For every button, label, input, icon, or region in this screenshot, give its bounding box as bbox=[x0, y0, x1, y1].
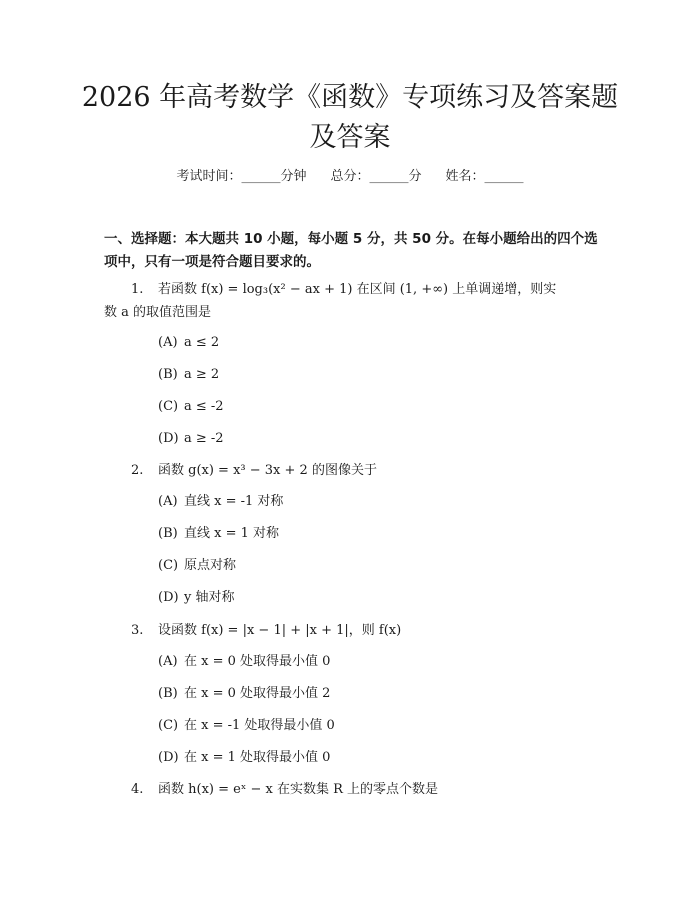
option-label: (D) bbox=[158, 431, 179, 446]
option-a bbox=[158, 492, 283, 512]
exam-name: 姓名：______ bbox=[445, 169, 524, 184]
option-text: a ≥ -2 bbox=[184, 431, 224, 446]
question-text: 函数 g(x) = x³ − 3x + 2 的图像关于 bbox=[158, 463, 377, 478]
section-heading-line-1: 一、选择题：本大题共 10 小题，每小题 5 分，共 50 分。在每小题给出的四个选 bbox=[104, 231, 598, 247]
option-text: y 轴对称 bbox=[184, 590, 235, 605]
option-text: a ≤ 2 bbox=[184, 335, 220, 350]
option-text: a ≥ 2 bbox=[184, 367, 220, 382]
option-label: (D) bbox=[158, 750, 179, 765]
option-label: (A) bbox=[158, 335, 178, 350]
option-a bbox=[158, 333, 219, 353]
option-text: 直线 x = 1 对称 bbox=[184, 526, 280, 541]
option-d bbox=[158, 429, 224, 449]
page-title bbox=[60, 78, 640, 158]
question-number: 1. bbox=[131, 282, 144, 297]
option-text: 在 x = -1 处取得最小值 0 bbox=[184, 718, 335, 733]
option-label: (B) bbox=[158, 686, 178, 701]
title-line-1: 2026 年高考数学《函数》专项练习及答案题 bbox=[81, 82, 619, 113]
option-c bbox=[158, 716, 335, 736]
exam-time: 考试时间：______分钟 bbox=[176, 169, 307, 184]
option-text: a ≤ -2 bbox=[184, 399, 224, 414]
option-text: 原点对称 bbox=[184, 558, 237, 573]
option-label: (B) bbox=[158, 367, 178, 382]
option-a bbox=[158, 652, 330, 672]
option-text: 直线 x = -1 对称 bbox=[184, 494, 284, 509]
question-text: 数 a 的取值范围是 bbox=[104, 305, 212, 320]
option-label: (C) bbox=[158, 558, 179, 573]
title-line-2: 及答案 bbox=[309, 122, 391, 153]
option-c bbox=[158, 397, 224, 417]
question-3 bbox=[104, 619, 609, 642]
question-text: 设函数 f(x) = |x − 1| + |x + 1|，则 f(x) bbox=[158, 623, 402, 638]
option-c bbox=[158, 556, 236, 576]
option-b bbox=[158, 524, 279, 544]
section-heading-line-2: 项中，只有一项是符合题目要求的。 bbox=[104, 254, 320, 270]
option-label: (A) bbox=[158, 494, 178, 509]
option-d bbox=[158, 588, 234, 608]
question-number: 4. bbox=[131, 782, 144, 797]
section-heading bbox=[104, 228, 609, 274]
option-b bbox=[158, 365, 219, 385]
exam-meta bbox=[0, 167, 700, 187]
option-label: (A) bbox=[158, 654, 178, 669]
option-b bbox=[158, 684, 330, 704]
option-text: 在 x = 0 处取得最小值 0 bbox=[184, 654, 331, 669]
option-text: 在 x = 0 处取得最小值 2 bbox=[184, 686, 331, 701]
option-label: (C) bbox=[158, 399, 179, 414]
option-d bbox=[158, 748, 330, 768]
question-1-continuation bbox=[104, 301, 609, 324]
question-text: 若函数 f(x) = log₃(x² − ax + 1) 在区间 (1, +∞) 上单调递增，则实 bbox=[158, 282, 557, 297]
option-label: (C) bbox=[158, 718, 179, 733]
question-number: 2. bbox=[131, 463, 144, 478]
question-4 bbox=[104, 778, 609, 801]
question-number: 3. bbox=[131, 623, 144, 638]
exam-score: 总分：______分 bbox=[330, 169, 422, 184]
option-label: (B) bbox=[158, 526, 178, 541]
option-text: 在 x = 1 处取得最小值 0 bbox=[184, 750, 331, 765]
question-text: 函数 h(x) = eˣ − x 在实数集 R 上的零点个数是 bbox=[158, 782, 439, 797]
question-1 bbox=[104, 278, 609, 301]
option-label: (D) bbox=[158, 590, 179, 605]
question-2 bbox=[104, 459, 609, 482]
